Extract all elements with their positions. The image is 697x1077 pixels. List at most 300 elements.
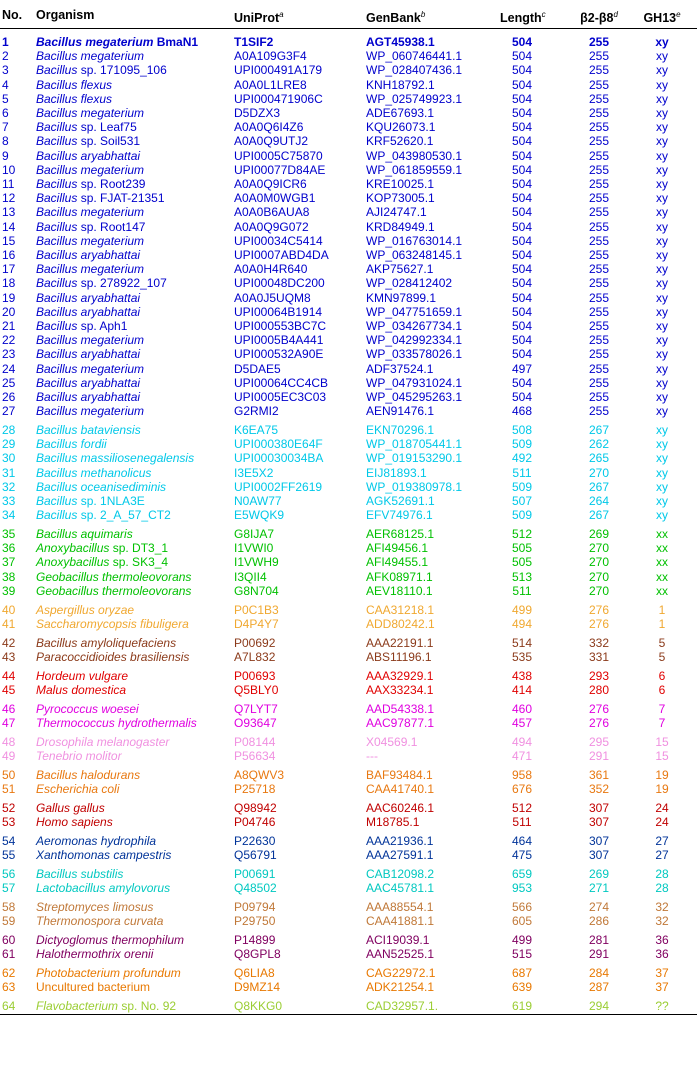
- gh13-subfamily: 5: [658, 635, 666, 650]
- organism-cell: [36, 768, 140, 782]
- gh13-subfamily: 7: [658, 715, 666, 730]
- table-row: [0, 480, 697, 494]
- length-value: 504: [511, 290, 533, 305]
- gh13-subfamily: xx: [656, 555, 668, 570]
- length-value: 504: [511, 77, 533, 92]
- header-no: No.: [2, 8, 23, 22]
- row-number: 22: [2, 333, 16, 348]
- row-number: 44: [2, 668, 16, 683]
- b2b8-value: 307: [588, 814, 610, 829]
- length-value: 509: [511, 508, 533, 523]
- uniprot-id: P14899: [234, 932, 276, 947]
- header-uniprot: [234, 6, 284, 27]
- organism-name: Bacillus megaterium: [36, 404, 145, 419]
- row-number: 59: [2, 913, 16, 928]
- b2b8-value: 255: [588, 248, 610, 262]
- gh13-subfamily: xy: [656, 465, 668, 480]
- row-number: 17: [2, 262, 16, 277]
- organism-cell: [36, 480, 166, 494]
- uniprot-id: A0A0L1LRE8: [234, 77, 307, 92]
- genbank-id: KRE10025.1: [366, 177, 435, 191]
- table-row: [0, 914, 697, 928]
- gh13-subfamily: ??: [655, 998, 669, 1013]
- header-b2b8: [577, 6, 621, 27]
- table-row: [0, 390, 697, 404]
- uniprot-id: Q98942: [234, 800, 277, 815]
- organism-name: Bacillus: [36, 120, 78, 135]
- genbank-id: WP_034267734.1: [366, 319, 463, 333]
- table-row: [0, 617, 697, 631]
- table-row: [0, 276, 697, 290]
- row-number: 23: [2, 347, 16, 362]
- organism-cell: [36, 584, 191, 598]
- uniprot-id: UPI000553BC7C: [234, 319, 327, 333]
- b2b8-value: 262: [588, 437, 610, 452]
- row-number: 52: [2, 800, 16, 815]
- genbank-id: AAN52525.1: [366, 946, 435, 961]
- organism-name: Streptomyces limosus: [36, 899, 154, 914]
- table-row: [0, 120, 697, 134]
- organism-name: Bacillus aryabhattai: [36, 304, 141, 319]
- gh13-subfamily: xy: [656, 437, 668, 452]
- b2b8-value: 270: [588, 465, 610, 480]
- table-row: [0, 966, 697, 980]
- row-number: 34: [2, 508, 16, 523]
- b2b8-value: 291: [588, 748, 610, 763]
- genbank-id: CAB12098.2: [366, 866, 435, 881]
- uniprot-id: I3QII4: [234, 569, 267, 584]
- genbank-id: KMN97899.1: [366, 290, 437, 305]
- table-row: [0, 669, 697, 683]
- table-row: [0, 291, 697, 305]
- b2b8-value: 274: [588, 899, 610, 914]
- table-row: [0, 527, 697, 541]
- row-number: 62: [2, 965, 16, 980]
- gh13-subfamily: xy: [656, 494, 668, 508]
- table-row: [0, 35, 697, 49]
- table-row: [0, 603, 697, 617]
- genbank-id: WP_063248145.1: [366, 248, 463, 262]
- organism-strain: sp. No. 92: [121, 998, 177, 1013]
- organism-cell: [36, 191, 165, 205]
- b2b8-value: 267: [588, 479, 610, 494]
- length-value: 512: [511, 527, 533, 541]
- uniprot-id: UPI0005C75870: [234, 148, 323, 163]
- uniprot-id: P00692: [234, 635, 276, 650]
- row-number: 21: [2, 319, 16, 333]
- b2b8-value: 255: [588, 333, 610, 348]
- uniprot-id: UPI000491A179: [234, 63, 323, 78]
- organism-name: Drosophila melanogaster: [36, 734, 170, 749]
- organism-cell: [36, 404, 144, 418]
- genbank-id: EFV74976.1: [366, 508, 433, 523]
- table-row: [0, 768, 697, 782]
- genbank-id: WP_019380978.1: [366, 479, 463, 494]
- uniprot-id: A0A0Q9UTJ2: [234, 134, 309, 149]
- genbank-id: EKN70296.1: [366, 423, 435, 437]
- organism-strain: sp. 171095_106: [80, 63, 167, 78]
- uniprot-id: P00691: [234, 866, 276, 881]
- length-value: 457: [511, 715, 533, 730]
- uniprot-id: O93647: [234, 715, 277, 730]
- b2b8-value: 255: [588, 390, 610, 404]
- gh13-subfamily: 7: [658, 701, 666, 716]
- gh13-subfamily: 32: [655, 899, 669, 914]
- length-value: 511: [512, 814, 532, 829]
- organism-cell: [36, 390, 140, 404]
- organism-cell: [36, 782, 119, 796]
- gh13-subfamily: xy: [656, 248, 668, 262]
- gh13-subfamily: xy: [656, 479, 668, 494]
- row-number: 9: [2, 148, 9, 163]
- row-number: 20: [2, 304, 16, 319]
- uniprot-id: UPI00077D84AE: [234, 162, 326, 177]
- table-row: [0, 735, 697, 749]
- uniprot-id: Q6LIA8: [234, 965, 275, 980]
- length-value: 492: [511, 451, 533, 466]
- length-value: 605: [511, 913, 533, 928]
- gh13-subfamily: xy: [656, 120, 668, 135]
- b2b8-value: 255: [588, 375, 610, 390]
- organism-cell: [36, 555, 168, 569]
- uniprot-id: A0A0J5UQM8: [234, 290, 311, 305]
- b2b8-value: 276: [588, 602, 610, 617]
- row-number: 10: [2, 162, 16, 177]
- table-row: [0, 881, 697, 895]
- uniprot-id: UPI000380E64F: [234, 437, 323, 452]
- gh13-subfamily: xy: [656, 191, 668, 206]
- row-number: 25: [2, 375, 16, 390]
- genbank-id: AAA22191.1: [366, 635, 434, 650]
- length-value: 619: [511, 998, 533, 1013]
- row-number: 39: [2, 583, 16, 598]
- length-value: 504: [511, 219, 533, 234]
- genbank-id: AAD54338.1: [366, 701, 435, 716]
- genbank-id: AAC45781.1: [366, 880, 435, 895]
- organism-name: Thermococcus hydrothermalis: [36, 715, 197, 730]
- b2b8-value: 352: [588, 781, 610, 796]
- organism-cell: [36, 867, 123, 881]
- length-value: 505: [511, 541, 533, 556]
- table-row: [0, 867, 697, 881]
- row-number: 29: [2, 437, 16, 452]
- organism-name: Bacillus megaterium: [36, 262, 145, 277]
- genbank-id: AGT45938.1: [366, 35, 435, 49]
- gh13-subfamily: 24: [655, 800, 669, 815]
- uniprot-id: A0A109G3F4: [234, 49, 307, 64]
- gh13-subfamily: xy: [656, 148, 668, 163]
- genbank-id: KQU26073.1: [366, 120, 436, 135]
- row-number: 64: [2, 998, 16, 1013]
- genbank-id: WP_047751659.1: [366, 304, 463, 319]
- organism-strain: BmaN1: [156, 35, 199, 49]
- organism-name: Bacillus: [36, 191, 78, 206]
- gh13-subfamily: 32: [655, 913, 669, 928]
- table-row: [0, 999, 697, 1013]
- uniprot-id: UPI0002FF2619: [234, 479, 323, 494]
- organism-cell: [36, 815, 113, 829]
- organism-name: Bacillus flexus: [36, 77, 113, 92]
- gh13-subfamily: xy: [656, 162, 668, 177]
- table-row: [0, 749, 697, 763]
- uniprot-id: A0A0B6AUA8: [234, 205, 310, 220]
- organism-cell: [36, 541, 168, 555]
- header-organism: Organism: [36, 8, 95, 22]
- organism-cell: [36, 106, 144, 120]
- genbank-id: KRF52620.1: [366, 134, 434, 149]
- row-number: 56: [2, 866, 16, 881]
- genbank-id: AAC60246.1: [366, 800, 435, 815]
- row-number: 63: [2, 979, 16, 994]
- organism-name: Paracoccidioides brasiliensis: [36, 649, 190, 664]
- b2b8-value: 255: [588, 35, 610, 49]
- organism-cell: [36, 603, 134, 617]
- uniprot-id: P00693: [234, 668, 276, 683]
- table-row: [0, 466, 697, 480]
- b2b8-value: 255: [588, 347, 610, 362]
- gh13-subfamily: xy: [656, 233, 668, 248]
- table-row: [0, 234, 697, 248]
- length-value: 507: [511, 494, 533, 508]
- table-row: [0, 451, 697, 465]
- b2b8-value: 255: [588, 91, 610, 106]
- table-row: [0, 191, 697, 205]
- genbank-id: CAD32957.1.: [366, 998, 439, 1013]
- gh13-subfamily: xy: [656, 205, 668, 220]
- table-row: [0, 63, 697, 77]
- row-number: 49: [2, 748, 16, 763]
- organism-strain: sp. Aph1: [80, 319, 128, 333]
- length-value: 504: [511, 63, 533, 78]
- organism-name: Bacillus bataviensis: [36, 423, 141, 437]
- uniprot-id: A0A0M0WGB1: [234, 191, 316, 206]
- table-row: [0, 163, 697, 177]
- genbank-id: CAG22972.1: [366, 965, 436, 980]
- length-value: 494: [511, 734, 533, 749]
- organism-name: Bacillus oceanisediminis: [36, 479, 167, 494]
- table-row: [0, 702, 697, 716]
- gh13-subfamily: xy: [656, 63, 668, 78]
- organism-cell: [36, 423, 141, 437]
- genbank-id: ADF37524.1: [366, 361, 434, 376]
- genbank-id: WP_033578026.1: [366, 347, 463, 362]
- genbank-id: WP_019153290.1: [366, 451, 463, 466]
- uniprot-id: P25718: [234, 781, 276, 796]
- b2b8-value: 293: [588, 668, 610, 683]
- row-number: 45: [2, 682, 16, 697]
- length-value: 535: [511, 649, 533, 664]
- row-number: 51: [2, 781, 16, 796]
- b2b8-value: 255: [588, 290, 610, 305]
- row-number: 15: [2, 233, 16, 248]
- gh13-subfamily: xy: [656, 508, 668, 523]
- organism-cell: [36, 508, 171, 522]
- uniprot-id: P04746: [234, 814, 276, 829]
- gh13-subfamily: xy: [656, 404, 668, 419]
- uniprot-id: I3E5X2: [234, 465, 274, 480]
- length-value: 953: [511, 880, 533, 895]
- organism-name: Escherichia coli: [36, 781, 120, 796]
- genbank-id: AFI49455.1: [366, 555, 429, 570]
- genbank-id: AFK08971.1: [366, 569, 433, 584]
- uniprot-id: Q8KKG0: [234, 998, 283, 1013]
- table-row: [0, 541, 697, 555]
- uniprot-id: E5WQK9: [234, 508, 285, 523]
- organism-cell: [36, 305, 140, 319]
- genbank-id: AAA27591.1: [366, 847, 434, 862]
- table-row: [0, 494, 697, 508]
- uniprot-id: N0AW77: [234, 494, 282, 508]
- organism-name: Bacillus aryabhattai: [36, 390, 141, 404]
- organism-cell: [36, 466, 151, 480]
- organism-name: Gallus gallus: [36, 800, 105, 815]
- organism-cell: [36, 834, 156, 848]
- table-row: [0, 92, 697, 106]
- b2b8-value: 255: [588, 319, 610, 333]
- length-value: 460: [511, 701, 533, 716]
- table-row: [0, 177, 697, 191]
- length-value: 509: [511, 479, 533, 494]
- uniprot-id: UPI000532A90E: [234, 347, 324, 362]
- organism-strain: sp. SK3_4: [112, 555, 169, 570]
- organism-name: Bacillus fordii: [36, 437, 107, 452]
- genbank-id: KOP73005.1: [366, 191, 435, 206]
- uniprot-id: UPI00034C5414: [234, 233, 323, 248]
- b2b8-value: 255: [588, 361, 610, 376]
- b2b8-value: 255: [588, 63, 610, 78]
- length-value: 509: [511, 437, 533, 452]
- organism-cell: [36, 749, 122, 763]
- b2b8-value: 307: [588, 800, 610, 815]
- gh13-subfamily: 36: [655, 946, 669, 961]
- gh13-subfamily: 27: [655, 833, 669, 848]
- uniprot-id: Q56791: [234, 847, 277, 862]
- organism-name: Bacillus megaterium: [36, 162, 145, 177]
- table-row: [0, 78, 697, 92]
- gh13-subfamily: 5: [658, 649, 666, 664]
- gh13-subfamily: xx: [656, 569, 668, 584]
- row-number: 27: [2, 404, 16, 419]
- gh13-subfamily: 28: [655, 880, 669, 895]
- table-row: [0, 49, 697, 63]
- table-row: [0, 262, 697, 276]
- length-value: 468: [511, 404, 533, 419]
- table-row: [0, 570, 697, 584]
- b2b8-value: 271: [588, 880, 610, 895]
- b2b8-value: 280: [588, 682, 610, 697]
- genbank-id: WP_018705441.1: [366, 437, 463, 452]
- genbank-id: KRD84949.1: [366, 219, 435, 234]
- genbank-id: AEN91476.1: [366, 404, 435, 419]
- length-value: 504: [511, 191, 533, 206]
- header-genbank-note: b: [420, 10, 426, 19]
- organism-cell: [36, 900, 153, 914]
- b2b8-value: 255: [588, 304, 610, 319]
- length-value: 504: [511, 177, 533, 191]
- b2b8-value: 332: [588, 635, 610, 650]
- uniprot-id: I1VWH9: [234, 555, 279, 570]
- row-number: 35: [2, 527, 16, 541]
- row-number: 14: [2, 219, 16, 234]
- gh13-subfamily: 37: [655, 965, 669, 980]
- organism-cell: [36, 78, 112, 92]
- gh13-subfamily: xy: [656, 290, 668, 305]
- table-row: [0, 362, 697, 376]
- header-rule: [0, 28, 697, 29]
- row-number: 36: [2, 541, 16, 556]
- genbank-id: WP_025749923.1: [366, 91, 463, 106]
- genbank-id: ADD80242.1: [366, 616, 435, 631]
- organism-cell: [36, 801, 105, 815]
- row-number: 18: [2, 276, 16, 291]
- length-value: 504: [511, 35, 533, 49]
- uniprot-id: D5DAE5: [234, 361, 281, 376]
- genbank-id: AAA21936.1: [366, 833, 434, 848]
- b2b8-value: 270: [588, 541, 610, 556]
- uniprot-id: UPI000471906C: [234, 91, 323, 106]
- organism-cell: [36, 437, 107, 451]
- b2b8-value: 276: [588, 616, 610, 631]
- gh13-subfamily: 15: [655, 734, 669, 749]
- gh13-subfamily: 1: [658, 616, 666, 631]
- b2b8-value: 255: [588, 276, 610, 291]
- organism-name: Pyrococcus woesei: [36, 701, 139, 716]
- table-row: [0, 423, 697, 437]
- uniprot-id: I1VWI0: [234, 541, 274, 556]
- genbank-id: AFI49456.1: [366, 541, 429, 556]
- organism-cell: [36, 177, 145, 191]
- genbank-id: ADE67693.1: [366, 106, 435, 120]
- gh13-subfamily: xy: [656, 304, 668, 319]
- length-value: 504: [511, 276, 533, 291]
- table-row: [0, 149, 697, 163]
- uniprot-id: T1SIF2: [234, 35, 274, 49]
- uniprot-id: G8N704: [234, 583, 279, 598]
- row-number: 11: [2, 177, 15, 191]
- length-value: 514: [511, 635, 533, 650]
- row-number: 2: [2, 49, 9, 64]
- header-b2b8-note: d: [613, 10, 618, 19]
- row-number: 16: [2, 248, 16, 262]
- b2b8-value: 255: [588, 134, 610, 149]
- organism-strain: sp. Root239: [80, 177, 146, 191]
- genbank-id: CAA41881.1: [366, 913, 435, 928]
- length-value: 511: [512, 583, 532, 598]
- genbank-id: AKP75627.1: [366, 262, 434, 277]
- header-gh13-label: GH13: [643, 11, 677, 25]
- table-row: [0, 636, 697, 650]
- uniprot-id: UPI00048DC200: [234, 276, 325, 291]
- row-number: 24: [2, 361, 16, 376]
- organism-name: Bacillus: [36, 63, 78, 78]
- length-value: 515: [511, 946, 533, 961]
- b2b8-value: 255: [588, 177, 610, 191]
- table-row: [0, 584, 697, 598]
- table-row: [0, 782, 697, 796]
- organism-name: Xanthomonas campestris: [36, 847, 172, 862]
- organism-name: Bacillus megaterium: [36, 205, 145, 220]
- uniprot-id: K6EA75: [234, 423, 279, 437]
- gh13-subfamily: 27: [655, 847, 669, 862]
- organism-name: Bacillus massiliosenegalensis: [36, 451, 195, 466]
- organism-name: Geobacillus thermoleovorans: [36, 583, 192, 598]
- gh13-subfamily: xy: [656, 106, 668, 120]
- organism-cell: [36, 947, 153, 961]
- table-row: [0, 333, 697, 347]
- organism-name: Bacillus megaterium: [36, 106, 145, 120]
- length-value: 494: [511, 616, 533, 631]
- row-number: 1: [2, 35, 9, 49]
